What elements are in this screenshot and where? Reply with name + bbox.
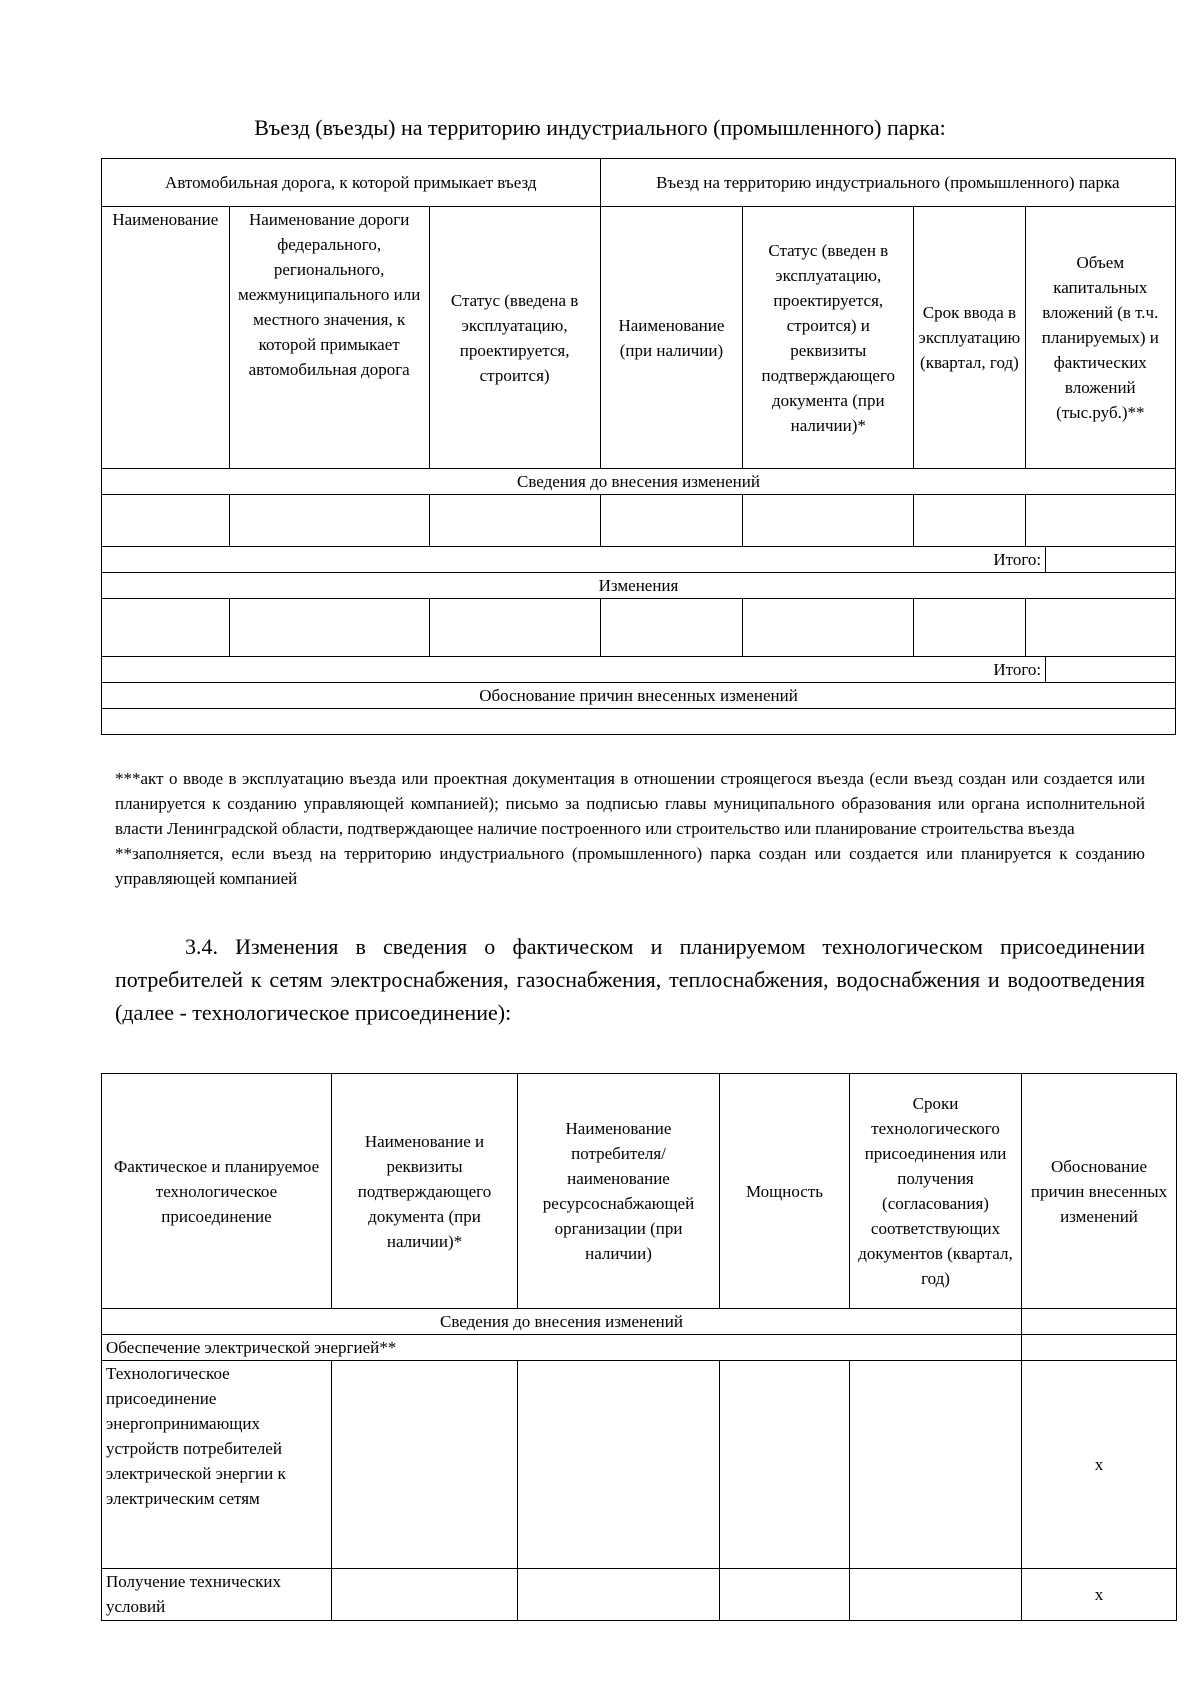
cell[interactable] [1022,1335,1177,1361]
header-terms: Сроки технологического присоединения или получения (согласования) соответствующих документов (квартал, год) [850,1074,1022,1309]
footnote-fill: **заполняется, если въезд на территорию индустриального (промышленного) парка создан или создается или планируется к созданию управляющей компанией [115,844,1145,888]
header-entry-status: Статус (введен в эксплуатацию, проектируется, строится) и реквизиты подтверждающего документа (при наличии)* [743,207,914,469]
x-mark: х [1022,1569,1177,1621]
section-before-changes: Сведения до внесения изменений [102,469,1176,495]
total-label: Итого: [102,547,1046,573]
header-entry-name: Наименование (при наличии) [600,207,743,469]
header-name: Наименование [102,207,230,469]
cell[interactable] [332,1361,518,1569]
cell[interactable] [1025,599,1175,657]
cell[interactable] [914,495,1025,547]
header-connection: Фактическое и планируемое технологическое присоединение [102,1074,332,1309]
cell[interactable] [102,495,230,547]
section-before-changes: Сведения до внесения изменений [102,1309,1022,1335]
header-investment: Объем капитальных вложений (в т.ч. планируемых) и фактических вложений (тыс.руб.)** [1025,207,1175,469]
cell[interactable] [600,495,743,547]
footnotes [115,766,1145,891]
header-entry-group: Въезд на территорию индустриального (промышленного) парка [600,159,1175,207]
cell[interactable] [720,1569,850,1621]
cell[interactable] [332,1569,518,1621]
row-connection-label: Технологическое присоединение энергопринимающих устройств потребителей электрической энергии к электрическим сетям [102,1361,332,1569]
cell[interactable] [850,1569,1022,1621]
cell[interactable] [1022,1309,1177,1335]
entries-heading: Въезд (въезды) на территорию индустриального (промышленного) парка: [254,115,946,140]
cell[interactable] [518,1569,720,1621]
connections-table [101,1073,1177,1621]
cell[interactable] [720,1361,850,1569]
row-conditions-label: Получение технических условий [102,1569,332,1621]
x-mark: х [1022,1361,1177,1569]
cell[interactable] [850,1361,1022,1569]
cell[interactable] [102,599,230,657]
header-road-group: Автомобильная дорога, к которой примыкает въезд [102,159,601,207]
cell[interactable] [600,599,743,657]
entries-table [101,158,1176,735]
header-consumer: Наименование потребителя/ наименование ресурсоснабжающей организации (при наличии) [518,1074,720,1309]
header-term: Срок ввода в эксплуатацию (квартал, год) [914,207,1025,469]
cell[interactable] [914,599,1025,657]
header-reasons: Обоснование причин внесенных изменений [1022,1074,1177,1309]
cell[interactable] [229,495,429,547]
cell[interactable] [429,495,600,547]
section-reasons: Обоснование причин внесенных изменений [102,683,1176,709]
header-road-name: Наименование дороги федерального, регионального, межмуниципального или местного значения, к которой примыкает автомобильная дорога [229,207,429,469]
header-document: Наименование и реквизиты подтверждающего документа (при наличии)* [332,1074,518,1309]
total-value[interactable] [1046,547,1176,573]
header-power: Мощность [720,1074,850,1309]
cell[interactable] [743,495,914,547]
reasons-cell[interactable] [102,709,1176,735]
footnote-acts: ***акт о вводе в эксплуатацию въезда или проектная документация в отношении строящегося въезда (если въезд создан или создается или планируется к созданию управляющей компанией); письмо за подписью главы муниципального образования или органа исполнительной власти Ленинградской области, подтверждающее наличие построенного или строительство или планирование строительства въезда [115,769,1145,838]
cell[interactable] [743,599,914,657]
electricity-heading: Обеспечение электрической энергией** [102,1335,1022,1361]
header-road-status: Статус (введена в эксплуатацию, проектируется, строится) [429,207,600,469]
total-label: Итого: [102,657,1046,683]
section-3-4-text: 3.4. Изменения в сведения о фактическом и планируемом технологическом присоединении потребителей к сетям электроснабжения, газоснабжения, теплоснабжения, водоснабжения и водоотведения (далее - технологическое присоединение): [115,934,1145,1025]
total-value[interactable] [1046,657,1176,683]
cell[interactable] [1025,495,1175,547]
cell[interactable] [429,599,600,657]
cell[interactable] [518,1361,720,1569]
section-changes: Изменения [102,573,1176,599]
cell[interactable] [229,599,429,657]
